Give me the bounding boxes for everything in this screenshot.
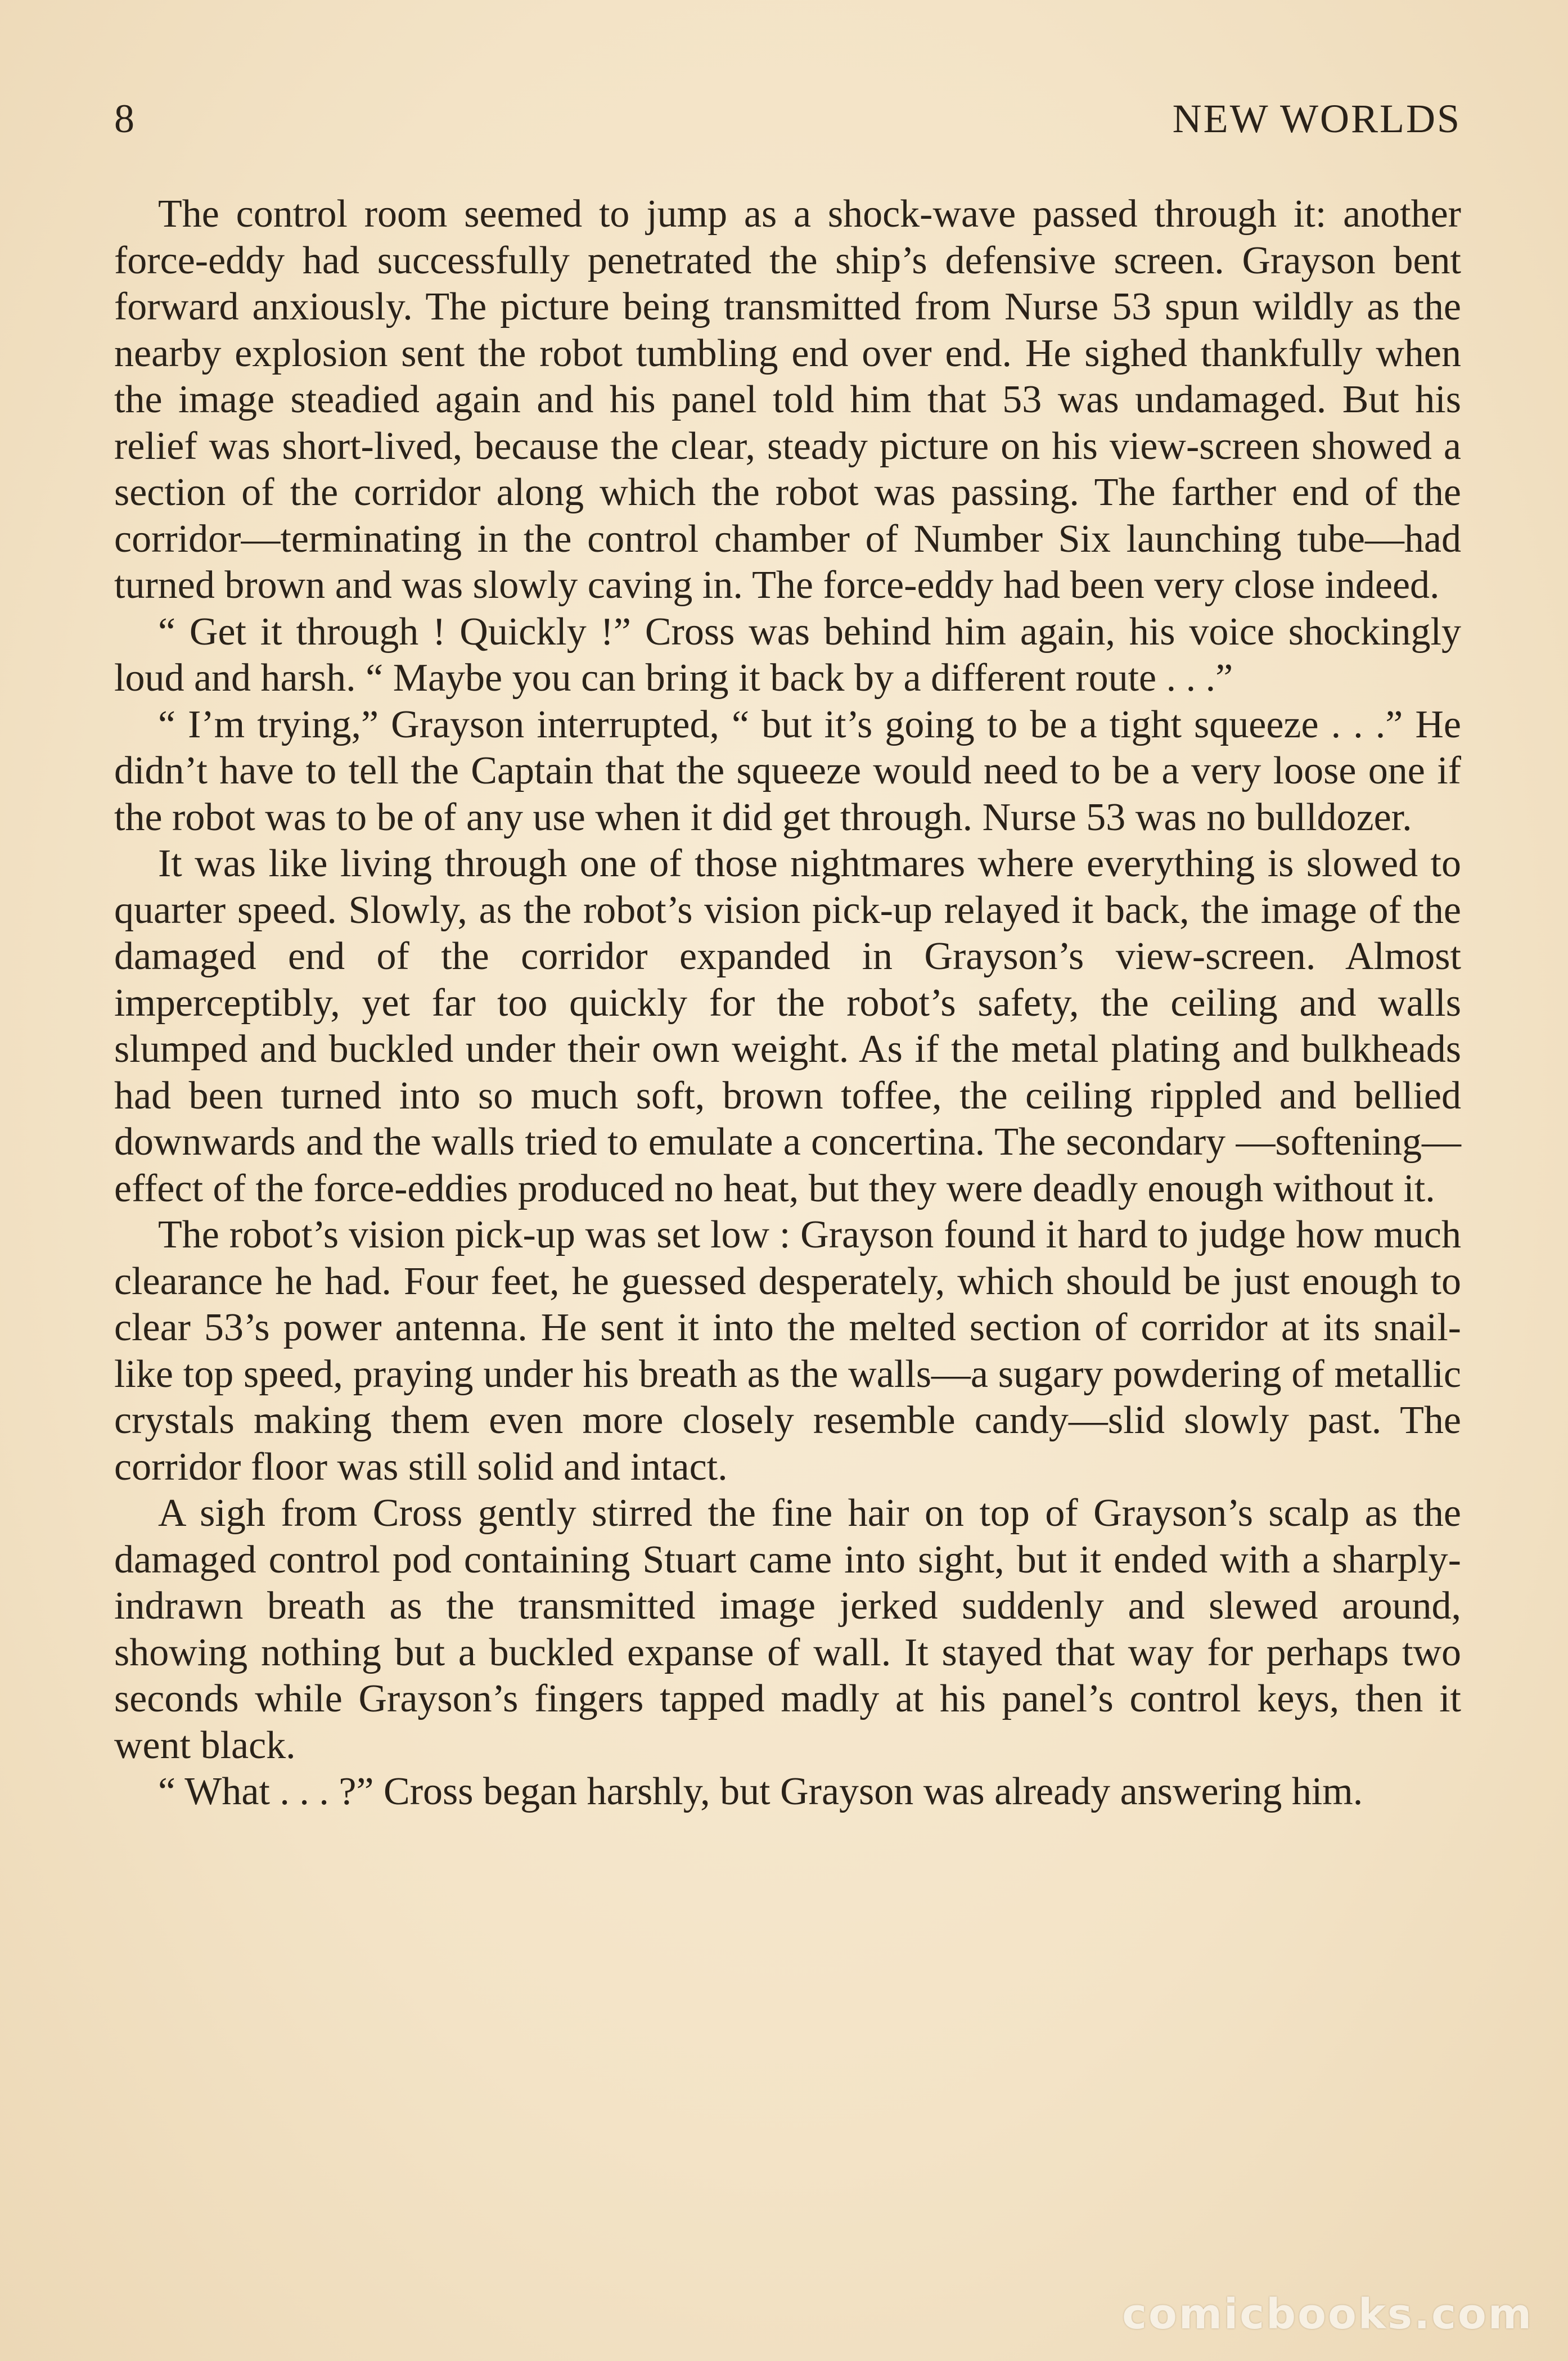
story-text — [114, 191, 1461, 1815]
running-head — [114, 96, 1461, 146]
journal-title: NEW WORLDS — [1172, 96, 1461, 141]
paragraph: A sigh from Cross gently stirred the fine hair on top of Grayson’s scalp as the damaged control pod containing Stuart came into sight, but it ended with a sharply-indrawn breath as the transmitted image jerked suddenly and slewed around, showing nothing but a buckled expanse of wall. It stayed that way for perhaps two seconds while Grayson’s fingers tapped madly at his panel’s control keys, then it went black. — [114, 1492, 1461, 1767]
paragraph: “ Get it through ! Quickly !” Cross was behind him again, his voice shockingly loud and harsh. “ Maybe you can bring it back by a different route . . .” — [114, 610, 1461, 700]
paragraph: “ I’m trying,” Grayson interrupted, “ but it’s going to be a tight squeeze . . .” He didn’t have to tell the Captain that the squeeze would need to be a very loose one if the robot was to be of any use when it did get through. Nurse 53 was no bulldozer. — [114, 702, 1461, 839]
paragraph: The control room seemed to jump as a shock-wave passed through it: another force-eddy had successfully penetrated the ship’s defensive screen. Grayson bent forward anxiously. The picture being transmitted from Nurse 53 spun wildly as the nearby explosion sent the robot tumbling end over end. He sighed thankfully when the image steadied again and his panel told him that 53 was undamaged. But his relief was short-lived, because the clear, steady picture on his view-screen showed a section of the corridor along which the robot was passing. The farther end of the corridor—terminating in the control chamber of Number Six launching tube—had turned brown and was slowly caving in. The force-eddy had been very close indeed. — [114, 192, 1461, 607]
page-number: 8 — [114, 96, 136, 141]
paragraph: “ What . . . ?” Cross began harshly, but Grayson was already answering him. — [158, 1770, 1363, 1813]
watermark-logo: comicbooks.com — [1122, 2290, 1533, 2339]
paragraph: It was like living through one of those nightmares where everything is slowed to quarter speed. Slowly, as the robot’s vision pick-up relayed it back, the image of the damaged end of the corridor expanded in Grayson’s view-screen. Almost imperceptibly, yet far too quickly for the robot’s safety, the ceiling and walls slumped and buckled under their own weight. As if the metal plating and bulkheads had been turned into so much soft, brown toffee, the ceiling rippled and bellied downwards and the walls tried to emulate a concertina. The secondary —softening—effect of the force-eddies produced no heat, but they were deadly enough without it. — [114, 842, 1461, 1210]
paragraph: The robot’s vision pick-up was set low : Grayson found it hard to judge how much clearance he had. Four feet, he guessed desperately, which should be just enough to clear 53’s power antenna. He sent it into the melted section of corridor at its snail-like top speed, praying under his breath as the walls—a sugary powdering of metallic crystals making them even more closely resemble candy—slid slowly past. The corridor floor was still solid and intact. — [114, 1213, 1461, 1489]
